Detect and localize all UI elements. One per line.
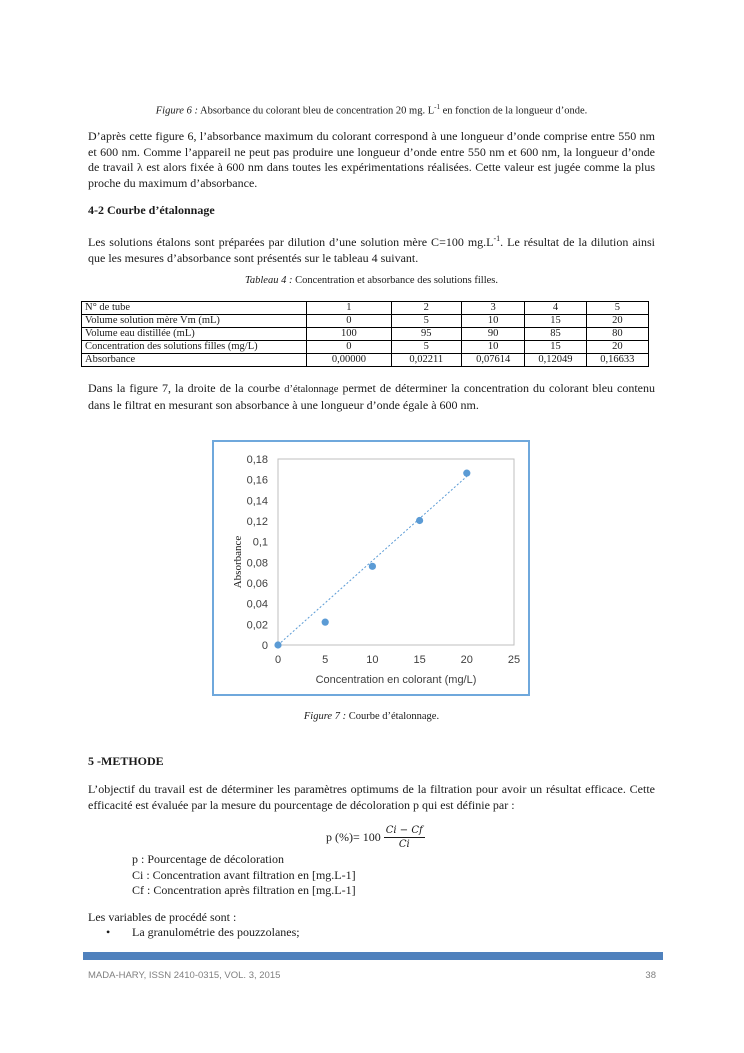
para2-sup: -1 — [493, 234, 501, 243]
figure-6-text: Absorbance du colorant bleu de concentration 20 mg. L — [200, 105, 435, 117]
formula-fraction — [384, 825, 425, 850]
calibration-chart — [214, 442, 528, 694]
trendline — [278, 476, 467, 645]
table-cell: 20 — [586, 315, 648, 328]
definitions-list — [132, 852, 532, 899]
table-row-label: Absorbance — [82, 354, 307, 367]
para3-small: d’étalonnage — [284, 384, 339, 395]
figure-6-text-end: en fonction de la longueur d’onde. — [439, 105, 588, 117]
footer-page-number: 38 — [645, 970, 656, 981]
table-cell: 10 — [461, 341, 524, 354]
x-tick-label: 15 — [413, 654, 426, 666]
x-tick-label: 5 — [322, 654, 329, 666]
calibration-chart-frame — [212, 440, 530, 696]
table-cell: 100 — [307, 328, 391, 341]
table-cell: 0 — [307, 341, 391, 354]
table-row-label: N° de tube — [82, 302, 307, 315]
table-4 — [81, 301, 649, 367]
x-axis-title: Concentration en colorant (mg/L) — [315, 674, 477, 686]
para2-text-end: . Le résultat de la dilution ainsi que les mesures d’absorbance sont présentés sur le tableau 4 suivant. — [88, 235, 655, 265]
table-cell: 3 — [461, 302, 524, 315]
variables-list — [88, 925, 655, 941]
y-tick-label: 0,06 — [246, 578, 268, 590]
y-tick-label: 0,08 — [246, 557, 268, 570]
para3-text: Dans la figure 7, la droite de la courbe — [88, 381, 285, 395]
table-row-label: Volume solution mère Vm (mL) — [82, 315, 307, 328]
x-tick-label: 0 — [274, 654, 282, 666]
variables-intro: Les variables de procédé sont : — [88, 910, 237, 924]
definition-cf: Cf : Concentration après filtration en [mg.L-1] — [132, 883, 356, 897]
formula-lhs: p (%)= 100 — [326, 829, 381, 844]
para3-text-end: permet de déterminer la concentration du colorant bleu contenu dans le filtrat en mesurant son absorbance à une longueur d’onde égale à 600 nm. — [88, 381, 656, 412]
definition-ci: Ci : Concentration avant filtration en [mg.L-1] — [132, 867, 356, 882]
footer-journal: MADA-HARY, ISSN 2410-0315, VOL. 3, 2015 — [88, 970, 281, 981]
table-cell: 0,02211 — [391, 354, 461, 367]
y-tick-label: 0,1 — [252, 536, 268, 549]
y-axis-title: Absorbance — [232, 535, 244, 589]
figure-7-caption-text: Courbe d’étalonnage. — [346, 711, 440, 722]
table-cell: 10 — [461, 315, 524, 328]
figure-7-label: Figure 7 : — [303, 711, 347, 722]
y-tick-label: 0,16 — [246, 474, 268, 487]
table-4-label: Tableau 4 : — [244, 275, 293, 286]
section-5-title: 5 -METHODE — [88, 754, 164, 768]
plot-area — [278, 459, 514, 645]
section-4-2-title: 4-2 Courbe d’étalonnage — [88, 203, 215, 217]
y-tick-label: 0,14 — [246, 495, 268, 508]
table-cell: 20 — [586, 341, 648, 354]
data-point — [322, 619, 329, 626]
table-cell: 5 — [391, 315, 461, 328]
y-tick-label: 0 — [261, 640, 268, 652]
table-cell: 15 — [525, 315, 586, 328]
figure-6-caption — [88, 103, 655, 117]
y-tick-label: 0,18 — [246, 454, 268, 466]
para2-text: Les solutions étalons sont préparées par dilution d’une solution mère C=100 mg.L — [88, 235, 494, 249]
y-tick-label: 0,04 — [246, 598, 268, 611]
data-point — [274, 641, 281, 648]
figure-6-sup: -1 — [434, 103, 440, 111]
table-cell: 5 — [586, 302, 648, 315]
variable-item: • La granulométrie des pouzzolanes; — [132, 925, 655, 941]
figure-7-caption — [88, 711, 655, 722]
table-row — [82, 328, 649, 341]
x-tick-label: 25 — [507, 654, 521, 666]
table-cell: 0,00000 — [307, 354, 391, 367]
paragraph-method: L’objectif du travail est de déterminer les paramètres optimums de la filtration pour avoir un résultat efficace. Cette efficacité est évaluée par la mesure du pourcentage de décoloration p qui est définie par : — [88, 782, 655, 812]
y-tick-label: 0,02 — [246, 619, 268, 632]
table-4-caption-text: Concentration et absorbance des solutions filles. — [292, 275, 499, 286]
data-point — [416, 517, 423, 524]
table-row — [82, 341, 649, 354]
data-point — [369, 563, 376, 570]
paragraph-standard-solutions — [88, 231, 655, 266]
table-row-label: Concentration des solutions filles (mg/L) — [82, 341, 307, 354]
table-cell: 0,12049 — [525, 354, 586, 367]
table-row-label: Volume eau distillée (mL) — [82, 328, 307, 341]
table-cell: 4 — [525, 302, 586, 315]
x-tick-label: 20 — [460, 654, 473, 666]
table-cell: 0 — [307, 315, 391, 328]
table-cell: 0,07614 — [461, 354, 524, 367]
data-point — [463, 470, 470, 477]
footer-bar — [83, 952, 663, 960]
y-tick-label: 0,12 — [246, 516, 268, 528]
paragraph-figure-6-discussion: D’après cette figure 6, l’absorbance maximum du colorant correspond à une longueur d’onde comprise entre 550 nm et 600 nm. Comme l’appareil ne peut pas produire une longueur d’onde entre 550 nm et 600 nm, la longueur d’onde de travail λ est alors fixée à 600 nm dans toutes les expérimentations réalisées. Cette valeur est jugée comme la plus proche du maximum d’absorbance. — [88, 129, 655, 190]
table-cell: 2 — [391, 302, 461, 315]
table-4-caption — [88, 275, 655, 286]
formula-decoloration — [326, 820, 425, 854]
formula-denominator: Ci — [398, 838, 410, 850]
definition-p: p : Pourcentage de décoloration — [132, 852, 284, 866]
x-tick-label: 10 — [366, 654, 379, 666]
table-cell: 0,16633 — [586, 354, 648, 367]
table-row — [82, 354, 649, 367]
table-row — [82, 302, 649, 315]
table-cell: 85 — [525, 328, 586, 341]
formula-numerator: Ci − Cf — [385, 824, 423, 836]
table-cell: 1 — [307, 302, 391, 315]
table-cell: 90 — [461, 328, 524, 341]
paragraph-figure-7-intro — [88, 381, 655, 413]
figure-6-label: Figure 6 : — [155, 105, 198, 117]
table-cell: 5 — [391, 341, 461, 354]
table-cell: 15 — [525, 341, 586, 354]
table-cell: 80 — [586, 328, 648, 341]
table-cell: 95 — [391, 328, 461, 341]
table-row — [82, 315, 649, 328]
